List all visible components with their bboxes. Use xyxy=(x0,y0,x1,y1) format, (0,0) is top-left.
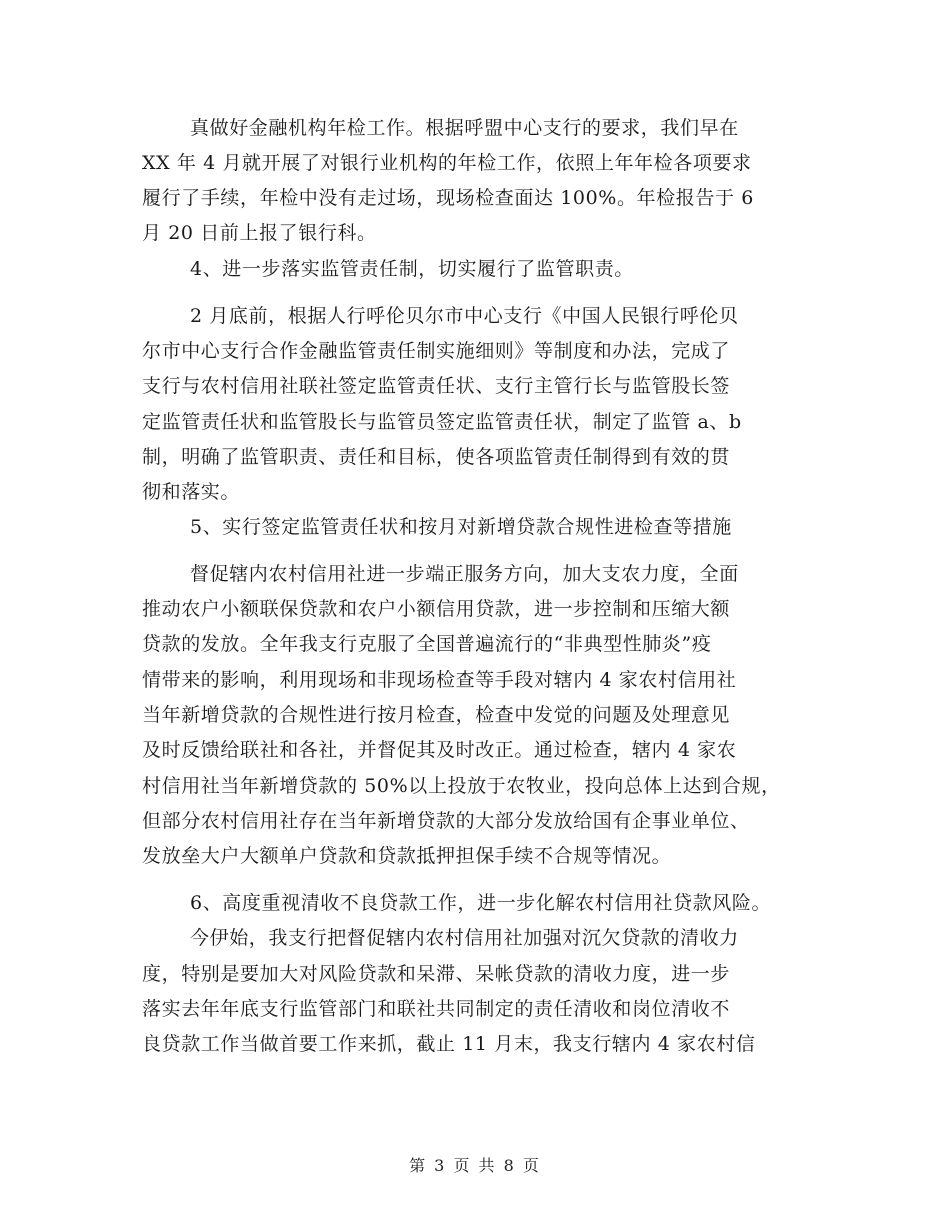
text-line-20: 但部分农村信用社存在当年新增贷款的大部分发放给国有企事业单位、 xyxy=(142,810,750,832)
text-line-18: 及时反馈给联社和各社，并督促其及时改正。通过检查，辖内 4 家农 xyxy=(142,739,737,761)
text-line-10: 制，明确了监管职责、责任和目标，使各项监管责任制得到有效的贯 xyxy=(142,446,731,468)
text-line-1: 真做好金融机构年检工作。根据呼盟中心支行的要求，我们早在 xyxy=(190,117,739,139)
text-line-26: 良贷款工作当做首要工作来抓，截止 11 月末，我支行辖内 4 家农村信 xyxy=(142,1033,756,1055)
text-line-6: 2 月底前，根据人行呼伦贝尔市中心支行《中国人民银行呼伦贝 xyxy=(190,305,739,327)
page-number-footer: 第 3 页 共 8 页 xyxy=(409,1156,541,1175)
text-line-13: 督促辖内农村信用社进一步端正服务方向，加大支农力度，全面 xyxy=(190,563,739,585)
text-line-2: XX 年 4 月就开展了对银行业机构的年检工作，依照上年年检各项要求 xyxy=(142,152,752,174)
text-line-7: 尔市中心支行合作金融监管责任制实施细则》等制度和办法，完成了 xyxy=(142,340,731,362)
section-heading-6: 6、高度重视清收不良贷款工作，进一步化解农村信用社贷款风险。 xyxy=(190,892,772,914)
text-line-25: 落实去年年底支行监管部门和联社共同制定的责任清收和岗位清收不 xyxy=(142,998,731,1020)
text-line-14: 推动农户小额联保贷款和农户小额信用贷款，进一步控制和压缩大额 xyxy=(142,598,731,620)
text-line-24: 度，特别是要加大对风险贷款和呆滞、呆帐贷款的清收力度，进一步 xyxy=(142,963,731,985)
text-line-16: 情带来的影响，利用现场和非现场检查等手段对辖内 4 家农村信用社 xyxy=(142,669,737,691)
text-line-23: 今伊始，我支行把督促辖内农村信用社加强对沉欠贷款的清收力 xyxy=(190,927,739,949)
section-heading-4: 4、进一步落实监管责任制，切实履行了监管职责。 xyxy=(190,258,634,280)
section-heading-5: 5、实行签定监管责任状和按月对新增贷款合规性进检查等措施 xyxy=(190,516,732,538)
text-line-4: 月 20 日前上报了银行科。 xyxy=(142,222,377,244)
text-line-17: 当年新增贷款的合规性进行按月检查，检查中发觉的问题及处理意见 xyxy=(142,704,731,726)
text-line-8: 支行与农村信用社联社签定监管责任状、支行主管行长与监管股长签 xyxy=(142,375,731,397)
text-line-15: 贷款的发放。全年我支行克服了全国普遍流行的“非典型性肺炎”疫 xyxy=(142,633,712,655)
text-line-21: 发放垒大户大额单户贷款和贷款抵押担保手续不合规等情况。 xyxy=(142,845,672,867)
text-line-11: 彻和落实。 xyxy=(142,481,241,503)
text-line-3: 履行了手续，年检中没有走过场，现场检查面达 100%。年检报告于 6 xyxy=(142,187,754,209)
text-line-19: 村信用社当年新增贷款的 50%以上投放于农牧业，投向总体上达到合规， xyxy=(142,775,781,797)
text-line-9: 定监管责任状和监管股长与监管员签定监管责任状，制定了监管 a、b xyxy=(142,411,742,433)
